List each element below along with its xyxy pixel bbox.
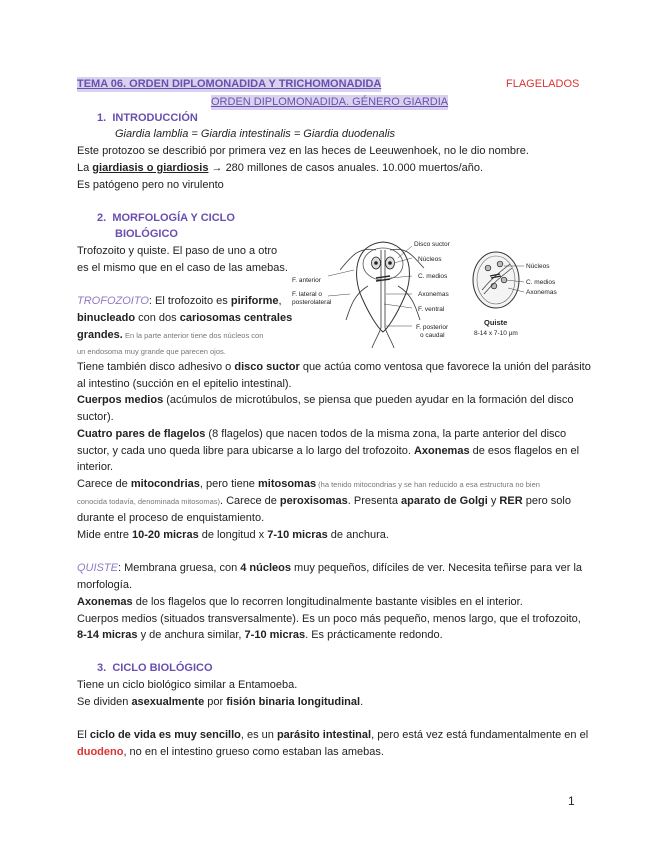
quiste-line-1: QUISTE: Membrana gruesa, con 4 núcleos muy pequeños, difíciles de ver. Necesita teñirse para ver la xyxy=(77,562,583,574)
disco-line-1: Tiene también disco adhesivo o disco suctor que actúa como ventosa que favorece la unión del parásito xyxy=(77,361,591,373)
cyst-nucleus xyxy=(485,265,491,271)
axonemes xyxy=(381,250,385,328)
label-disco-suctor: Disco suctor xyxy=(414,241,450,248)
section-1-heading xyxy=(97,111,198,126)
mitocondrias-2: conocida todavía, denominada mitosomas). Carece de peroxisomas. Presenta aparato de Golgi y RER pero solo xyxy=(77,495,571,507)
label-f-lateral-1: F. lateral o xyxy=(292,291,322,298)
disco-line-2: al intestino (succión en el epitelio intestinal). xyxy=(77,378,292,390)
label-f-ventral: F. ventral xyxy=(418,306,445,313)
ciclo-p2: Se dividen asexualmente por fisión binaria longitudinal. xyxy=(77,696,364,708)
intro-p3: Es patógeno pero no virulento xyxy=(77,179,224,191)
intro-p1: Este protozoo se describió por primera vez en las heces de Leeuwenhoek, no le dio nombre. xyxy=(77,145,529,157)
label-cyst-size: 8-14 x 7-10 µm xyxy=(474,330,518,337)
cyst-wall-outer xyxy=(473,252,519,308)
trofozoito-line-1: TROFOZOITO: El trofozoito es piriforme, xyxy=(77,295,282,307)
giardia-figure xyxy=(288,228,588,350)
section-subtitle: ORDEN DIPLOMONADIDA. GÉNERO GIARDIA xyxy=(211,96,449,108)
adhesive-disc xyxy=(363,248,403,280)
trofozoito-line-3: grandes. En la parte anterior tiene dos núcleos con xyxy=(77,329,264,341)
section-2-heading-cont: BIOLÓGICO xyxy=(115,228,178,240)
doc-title: TEMA 06. ORDEN DIPLOMONADIDA Y TRICHOMONADIDA xyxy=(77,78,382,90)
lateral-flagella xyxy=(346,286,420,320)
section-1-number: 1. xyxy=(97,112,107,124)
label-f-lateral-2: posterolateral xyxy=(292,299,332,306)
cuerpos-medios-2: suctor). xyxy=(77,411,114,423)
section-3-heading: 3. CICLO BIOLÓGICO xyxy=(97,662,213,674)
size-trofozoito: Mide entre 10-20 micras de longitud x 7-10 micras de anchura. xyxy=(77,529,389,541)
axonemas-line: Axonemas de los flagelos que lo recorren longitudinalmente bastante visibles en el interior. xyxy=(77,596,523,608)
topic-tag: FLAGELADOS xyxy=(506,78,580,90)
label-nucleos: Núcleos xyxy=(418,256,442,263)
intro-p2: La giardiasis o giardiosis → 280 millones de casos anuales. 10.000 muertos/año. xyxy=(77,162,484,174)
label-f-posterior-2: o caudal xyxy=(420,332,445,339)
morph-intro-2: es el mismo que en el caso de las amebas. xyxy=(77,262,288,274)
label-f-anterior: F. anterior xyxy=(292,277,321,284)
label-axonemas: Axonemas xyxy=(418,291,449,298)
cuerpos-medios-quiste: Cuerpos medios (situados transversalmente). Es un poco más pequeño, menos largo, que el trofozoito, xyxy=(77,613,581,625)
mitocondrias-1: Carece de mitocondrias, pero tiene mitosomas (ha tenido mitocondrias y se han reducido a esa estructura no bien xyxy=(77,478,540,490)
trophozoite-body xyxy=(357,242,410,332)
ciclo-p3: El ciclo de vida es muy sencillo, es un parásito intestinal, pero está vez está fundamentalmente en el xyxy=(77,729,589,741)
size-quiste: 8-14 micras y de anchura similar, 7-10 micras. Es prácticamente redondo. xyxy=(77,629,443,641)
label-f-posterior-1: F. posterior xyxy=(416,324,449,331)
trofozoito-line-2: binucleado con dos cariosomas centrales xyxy=(77,312,293,324)
label-c-medios: C. medios xyxy=(418,273,448,280)
page-number: 1 xyxy=(568,794,575,808)
section-2-heading: 2. MORFOLOGÍA Y CICLO xyxy=(97,212,235,224)
label-cyst-title: Quiste xyxy=(484,318,508,327)
median-bodies xyxy=(376,276,390,281)
ciclo-p4: duodeno, no en el intestino grueso como estaban las amebas. xyxy=(77,746,384,758)
flagelos-3: interior. xyxy=(77,461,114,473)
flagelos-2: suctor, y cada uno queda libre para ubicarse a lo largo del trofozoito. Axonemas de esos flagelos en el xyxy=(77,445,580,457)
cuerpos-medios-1: Cuerpos medios (acúmulos de microtúbulos, se piensa que pueden ayudar en la formación del disco xyxy=(77,394,574,406)
caudal-flagella xyxy=(372,328,394,348)
label-cyst-nucleos: Núcleos xyxy=(526,263,550,270)
anterior-flagella xyxy=(340,249,424,270)
ciclo-p1: Tiene un ciclo biológico similar a Entamoeba. xyxy=(77,679,298,691)
synonyms: Giardia lamblia = Giardia intestinalis = Giardia duodenalis xyxy=(115,128,396,140)
section-1-title: INTRODUCCIÓN xyxy=(112,112,198,124)
label-cyst-c-medios: C. medios xyxy=(526,279,556,286)
trofozoito-line-4: un endosoma muy grande que parecen ojos. xyxy=(77,347,226,356)
flagelos-1: Cuatro pares de flagelos (8 flagelos) que nacen todos de la misma zona, la parte anterior del disco xyxy=(77,428,567,440)
label-cyst-axonemas: Axonemas xyxy=(526,289,557,296)
morph-intro-1: Trofozoito y quiste. El paso de uno a otro xyxy=(77,245,278,257)
mitocondrias-3: durante el proceso de enquistamiento. xyxy=(77,512,265,524)
quiste-line-2: morfología. xyxy=(77,579,133,591)
